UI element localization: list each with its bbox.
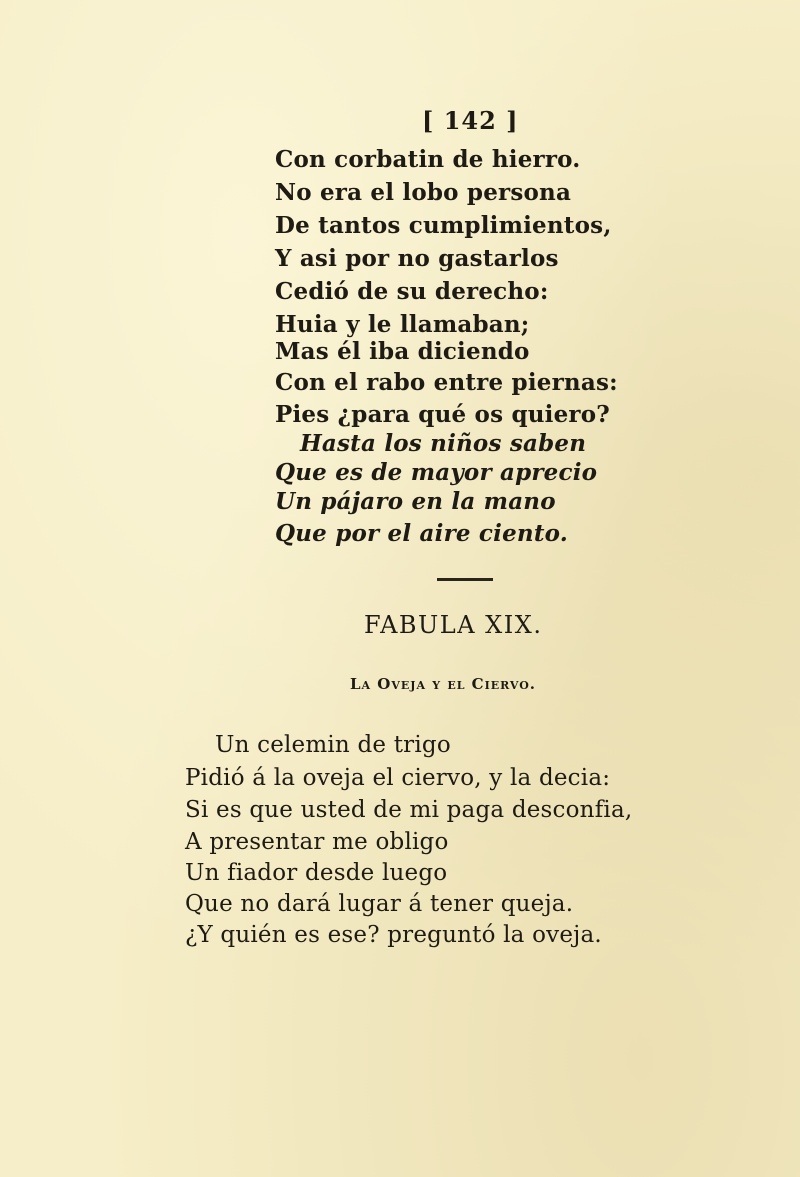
section-divider: [437, 578, 493, 581]
verse-line: Con corbatin de hierro.: [275, 146, 581, 173]
verse-line: Con el rabo entre piernas:: [275, 369, 618, 396]
fable-subtitle: La Oveja y el Ciervo.: [350, 675, 537, 693]
verse-line: De tantos cumplimientos,: [275, 212, 612, 239]
verse-line: Cedió de su derecho:: [275, 278, 549, 305]
fable-title: FABULA XIX.: [364, 611, 543, 639]
verse-line: No era el lobo persona: [275, 179, 572, 206]
verse-line: Y asi por no gastarlos: [275, 245, 559, 272]
verse-line: Si es que usted de mi paga desconfia,: [185, 797, 633, 823]
verse-line: Un celemin de trigo: [215, 732, 451, 758]
verse-line: A presentar me obligo: [185, 829, 449, 855]
moral-line: Que por el aire ciento.: [275, 520, 568, 547]
verse-line: Pidió á la oveja el ciervo, y la decia:: [185, 765, 611, 791]
moral-line: Hasta los niños saben: [300, 430, 587, 457]
verse-line: Huia y le llamaban;: [275, 311, 530, 338]
moral-line: Un pájaro en la mano: [275, 488, 556, 515]
moral-line: Que es de mayor aprecio: [275, 459, 598, 486]
verse-line: Pies ¿para qué os quiero?: [275, 401, 610, 428]
verse-line: Mas él iba diciendo: [275, 338, 530, 365]
verse-line: ¿Y quién es ese? preguntó la oveja.: [185, 922, 602, 948]
verse-line: Que no dará lugar á tener queja.: [185, 891, 574, 917]
verse-line: Un fiador desde luego: [185, 860, 448, 886]
page-number: [ 142 ]: [422, 106, 519, 135]
